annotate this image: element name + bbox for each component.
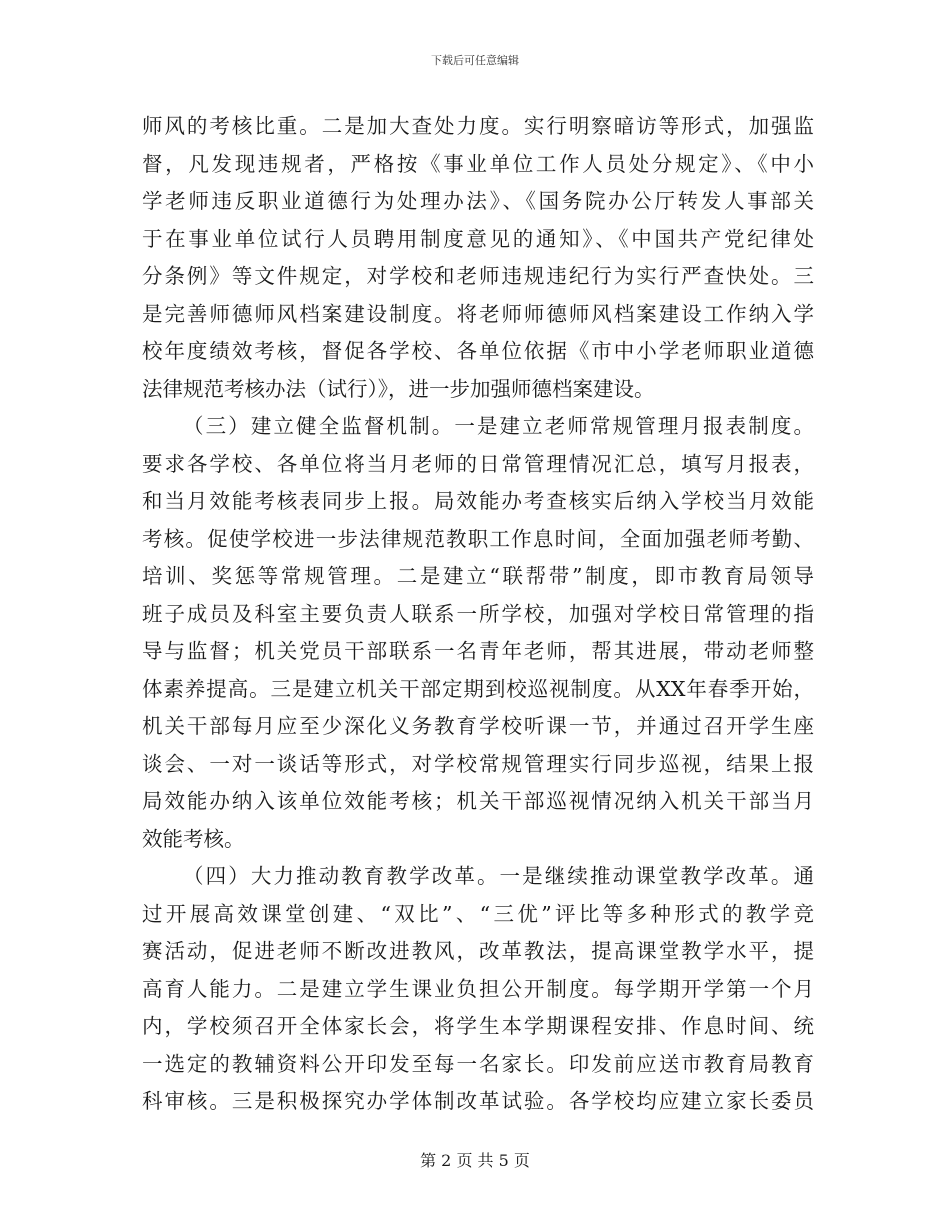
text-line: 于在事业单位试行人员聘用制度意见的通知》、《中国共产党纪律处 (142, 226, 814, 251)
text-line: 过开展高效课堂创建、“双比”、“三优”评比等多种形式的教学竞 (142, 901, 814, 926)
text-line: 法律规范考核办法（试行）》，进一步加强师德档案建设。 (142, 376, 655, 401)
text-line: （三）建立健全监督机制。一是建立老师常规管理月报表制度。 (183, 414, 814, 438)
text-line: 分条例》等文件规定，对学校和老师违规违纪行为实行严查快处。三 (142, 264, 814, 288)
text-line: （四）大力推动教育教学改革。一是继续推动课堂教学改革。通 (183, 864, 814, 888)
text-line: 内，学校须召开全体家长会，将学生本学期课程安排、作息时间、统 (142, 1014, 814, 1038)
page-footer: 第 2 页 共 5 页 (420, 1151, 530, 1170)
text-line: 班子成员及科室主要负责人联系一所学校，加强对学校日常管理的指 (142, 601, 814, 626)
text-line: 机关干部每月应至少深化义务教育学校听课一节，并通过召开学生座 (142, 714, 814, 738)
text-line: 谈会、一对一谈话等形式，对学校常规管理实行同步巡视，结果上报 (142, 751, 814, 776)
text-line: 考核。促使学校进一步法律规范教职工作息时间，全面加强老师考勤、 (142, 526, 814, 551)
text-line: 师风的考核比重。二是加大查处力度。实行明察暗访等形式，加强监 (142, 114, 814, 138)
text-line: 督，凡发现违规者，严格按《事业单位工作人员处分规定》、《中小 (142, 151, 814, 176)
text-line: 效能考核。 (142, 826, 245, 851)
text-line: 要求各学校、各单位将当月老师的日常管理情况汇总，填写月报表， (142, 451, 814, 476)
text-line: 校年度绩效考核，督促各学校、各单位依据《市中小学老师职业道德 (142, 339, 814, 363)
text-line: 培训、奖惩等常规管理。二是建立“联帮带”制度，即市教育局领导 (142, 564, 814, 588)
page-header: 下载后可任意编辑 (431, 54, 519, 67)
text-line: 学老师违反职业道德行为处理办法》、《国务院办公厅转发人事部关 (142, 189, 814, 213)
text-line: 一选定的教辅资料公开印发至每一名家长。印发前应送市教育局教育 (142, 1051, 814, 1076)
text-line: 科审核。三是积极探究办学体制改革试验。各学校均应建立家长委员 (142, 1089, 814, 1113)
text-line: 高育人能力。二是建立学生课业负担公开制度。每学期开学第一个月 (142, 976, 814, 1001)
document-body (142, 108, 814, 1121)
text-line: 和当月效能考核表同步上报。局效能办考查核实后纳入学校当月效能 (142, 489, 814, 513)
text-line: 是完善师德师风档案建设制度。将老师师德师风档案建设工作纳入学 (142, 301, 814, 326)
text-line: 导与监督；机关党员干部联系一名青年老师，帮其进展，带动老师整 (142, 639, 814, 663)
text-line: 体素养提高。三是建立机关干部定期到校巡视制度。从XX年春季开始， (142, 676, 814, 701)
text-line: 局效能办纳入该单位效能考核；机关干部巡视情况纳入机关干部当月 (142, 789, 814, 813)
text-line: 赛活动，促进老师不断改进教风，改革教法，提高课堂教学水平，提 (142, 939, 814, 963)
